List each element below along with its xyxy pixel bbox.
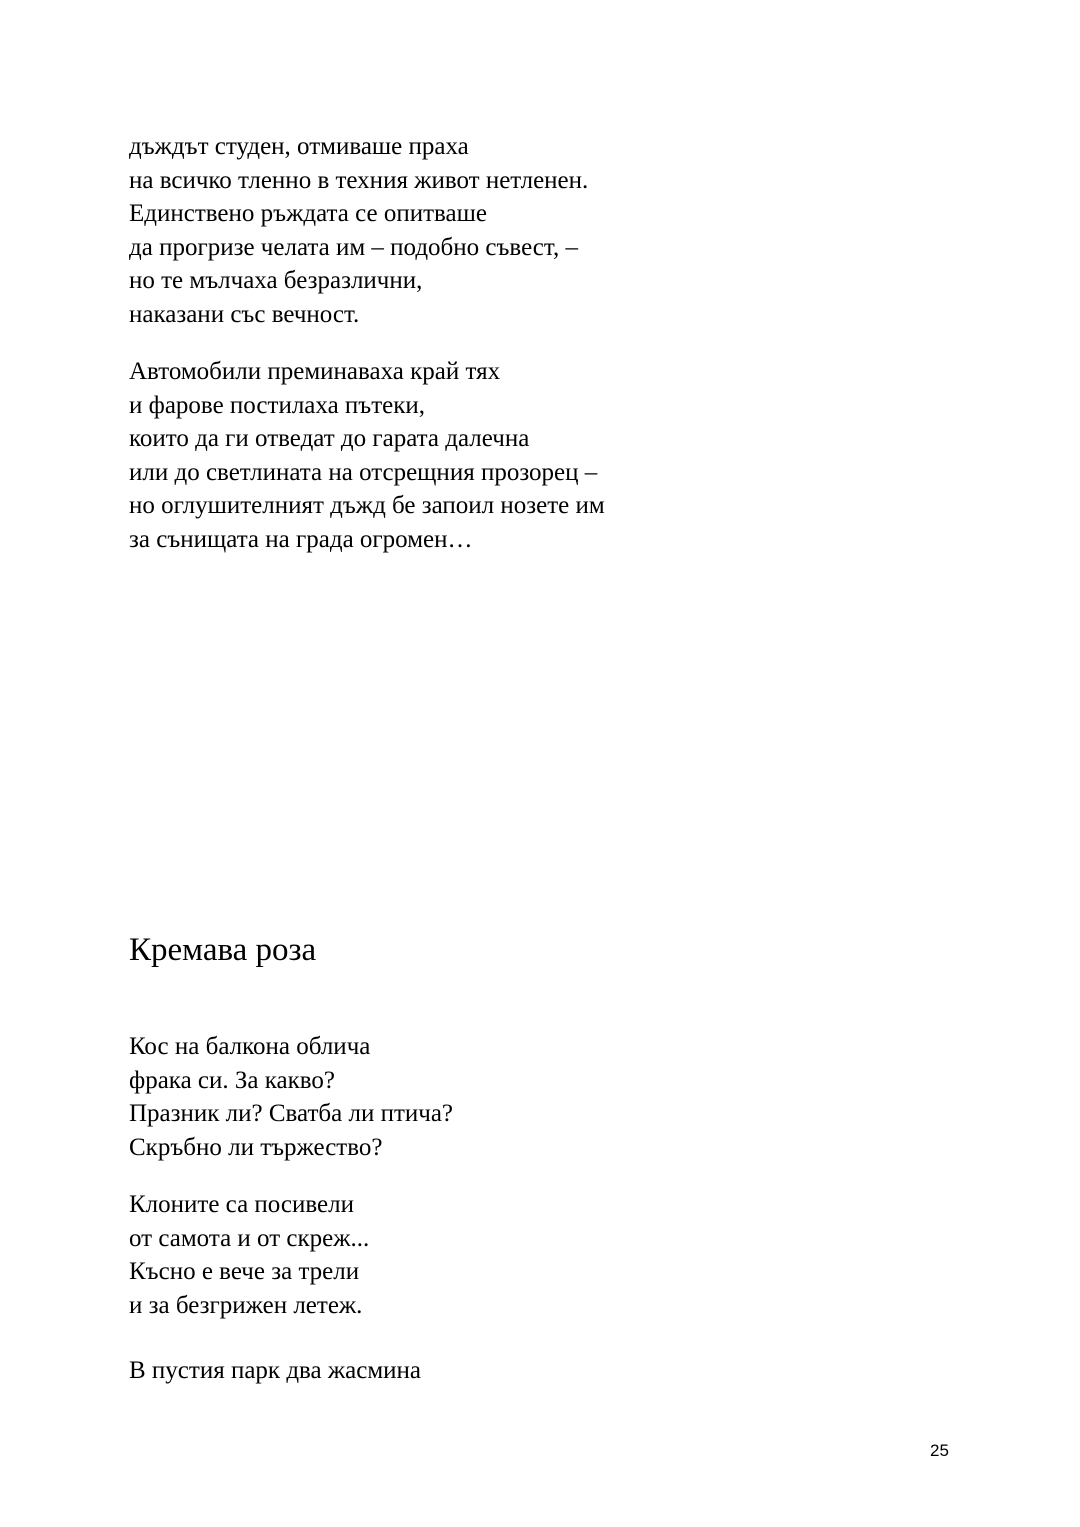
poem-line: наказани със вечност.: [129, 300, 360, 328]
poem-line: фрака си. За какво?: [129, 1066, 335, 1094]
poem-line: В пустия парк два жасмина: [129, 1357, 422, 1384]
poem-title: Кремава роза: [129, 932, 317, 968]
poem-line: но те мълчаха безразлични,: [129, 267, 423, 294]
page-number: 25: [930, 1441, 949, 1460]
poem-line: Автомобили преминаваха край тях: [129, 358, 501, 385]
stanza: [129, 1188, 369, 1322]
stanza: [129, 355, 605, 556]
poem-line: Единствено ръждата се опитваше: [129, 200, 487, 227]
poem-line: които да ги отведат до гарата далечна: [129, 425, 530, 452]
poem-line: на всичко тленно в техния живот нетленен.: [129, 166, 589, 194]
poem-line: Скръбно ли тържество?: [129, 1133, 383, 1161]
poem-line: и за безгрижен летеж.: [129, 1291, 363, 1319]
stanza: [129, 130, 588, 331]
poem-line: дъждът студен, отмиваше праха: [129, 133, 469, 160]
poem-line: но оглушителният дъжд бе запоил нозете им: [129, 492, 605, 519]
poem-line: за сънищата на града огромен…: [129, 525, 473, 553]
poem-line: да прогризе челата им – подобно съвест, –: [129, 233, 578, 261]
stanza: [129, 1354, 421, 1388]
poem-line: или до светлината на отсрещния прозорец –: [129, 458, 598, 486]
poem-line: Клоните са посивели: [129, 1191, 355, 1218]
poem-line: Кос на балкона облича: [129, 1033, 371, 1060]
poem-line: Празник ли? Сватба ли птича?: [129, 1100, 454, 1127]
poem-line: от самота и от скреж...: [129, 1224, 370, 1252]
stanza: [129, 1030, 453, 1164]
poem-line: и фарове постилаха пътеки,: [129, 391, 426, 419]
poem-line: Късно е вече за трели: [129, 1258, 360, 1285]
